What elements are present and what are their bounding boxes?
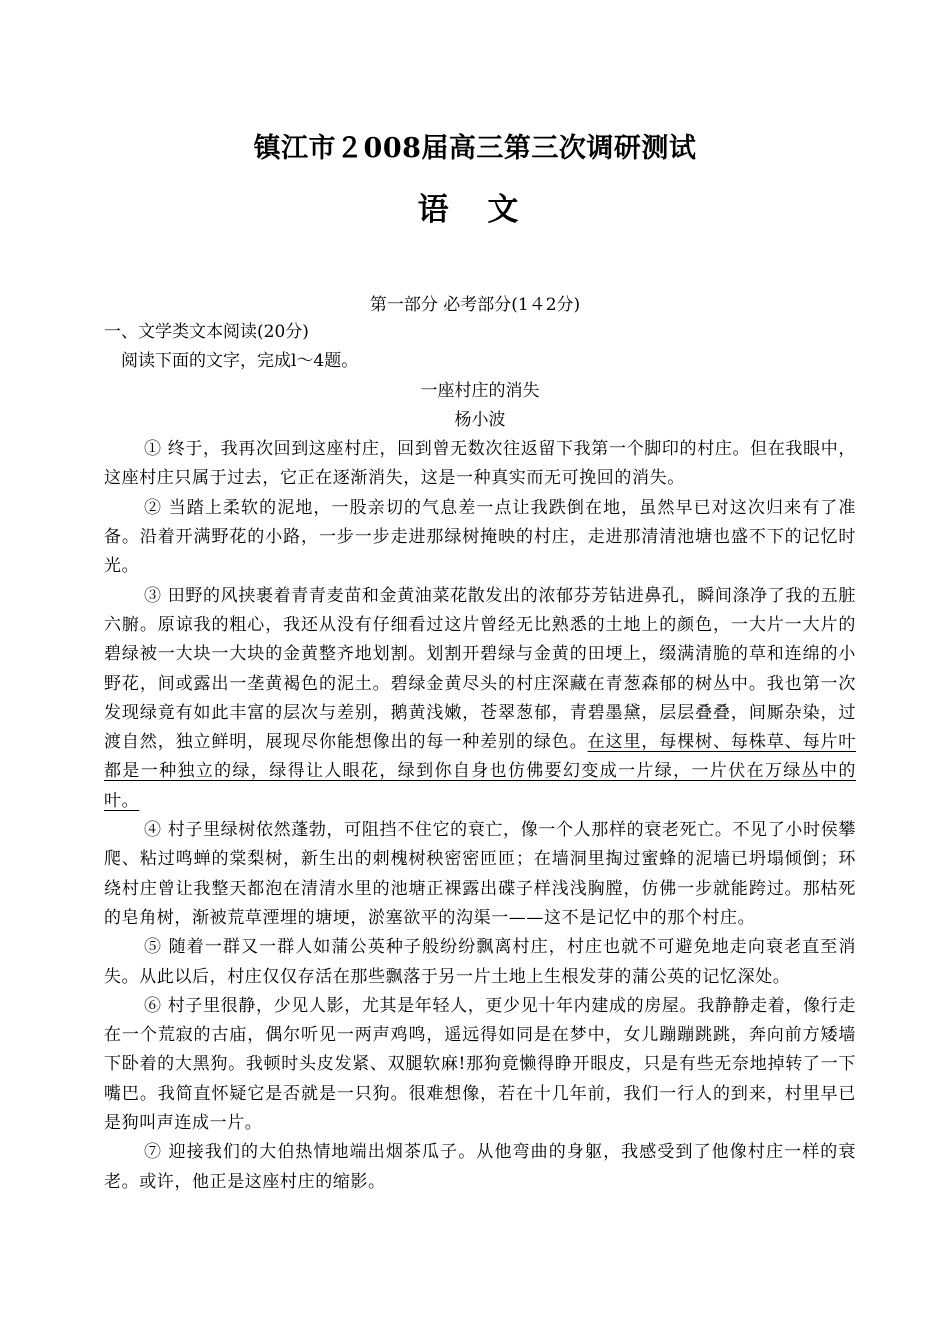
paragraph-2: ② 当踏上柔软的泥地，一股亲切的气息差一点让我跌倒在地，虽然早已对这次归来有了准备。沿着开满野花的小路，一步一步走进那绿树掩映的村庄，走进那清清池塘也盛不下的记忆时光。: [104, 497, 856, 577]
instruction-text: 阅读下面的文字，完成l～4题。: [121, 351, 359, 372]
reading-section: [104, 318, 856, 1197]
page-title: 镇江市２008届高三第三次调研测试: [253, 133, 697, 164]
paragraph-6: ⑥ 村子里很静，少见人影，尤其是年轻人，更少见十年内建成的房屋。我静静走着，像行走在一个荒寂的古庙，偶尔听见一两声鸡鸣，遥远得如同是在梦中，女儿蹦蹦跳跳，奔向前方矮墙下卧着的大黑狗。我顿时头皮发紧、双腿软麻!那狗竟懒得睁开眼皮，只是有些无奈地掉转了一下嘴巴。我简直怀疑它是否就是一只狗。很难想像，若在十几年前，我们一行人的到来，村里早已是狗叫声连成一片。: [104, 995, 856, 1134]
section-heading: 一、文学类文本阅读(20分): [104, 322, 309, 342]
subject-title: 语 文: [417, 192, 533, 228]
paragraph-4: ④ 村子里绿树依然蓬勃，可阻挡不住它的衰亡，像一个人那样的衰老死亡。不见了小时侯攀爬、粘过鸣蝉的棠梨树，新生出的刺槐树秧密密匝匝；在墙洞里掏过蜜蜂的泥墙已坍塌倾倒；环绕村庄曾让我整天都泡在清清水里的池塘正裸露出碟子样浅浅胸膛，仿佛一步就能跨过。那枯死的皂角树，渐被荒草湮埋的塘埂，淤塞欲平的沟渠一——这不是记忆中的那个村庄。: [104, 820, 856, 928]
paragraph-5: ⑤ 随着一群又一群人如蒲公英种子般纷纷飘离村庄，村庄也就不可避免地走向衰老直至消失。从此以后，村庄仅仅存活在那些飘落于另一片土地上生根发芽的蒲公英的记忆深处。: [104, 937, 856, 987]
article-author: 杨小波: [454, 409, 506, 430]
paragraph-3: [104, 582, 856, 816]
underlined-sentence: 在这里，每棵树、每株草、每片叶都是一种独立的绿，绿得让人眼花，绿到你自身也仿佛要幻变成一片绿，一片伏在万绿丛中的叶。: [104, 732, 857, 811]
article-title: 一座村庄的消失: [420, 380, 540, 401]
paragraph-1: ① 终于，我再次回到这座村庄，回到曾无数次往返留下我第一个脚印的村庄。但在我眼中，这座村庄只属于过去，它正在逐渐消失，这是一种真实而无可挽回的消失。: [104, 439, 856, 489]
paragraph-3-text: ③ 田野的风挟裹着青青麦苗和金黄油菜花散发出的浓郁芬芳钻进鼻孔，瞬间涤净了我的五脏六腑。原谅我的粗心，我还从没有仔细看过这片曾经无比熟悉的土地上的颜色，一大片一大片的碧绿被一大块一大块的金黄整齐地划割。划割开碧绿与金黄的田埂上，缀满清脆的草和连绵的小野花，间或露出一垄黄褐色的泥土。碧绿金黄尽头的村庄深藏在青葱森郁的树丛中。我也第一次发现绿竟有如此丰富的层次与差别，鹅黄浅嫩，苍翠葱郁，青碧墨黛，层层叠叠，间厮杂染，过渡自然，独立鲜明，展现尽你能想像出的每一种差别的绿色。: [104, 585, 856, 753]
paragraph-7: ⑦ 迎接我们的大伯热情地端出烟茶瓜子。从他弯曲的身躯，我感受到了他像村庄一样的衰老。或许，他正是这座村庄的缩影。: [104, 1142, 856, 1192]
part-heading: 第一部分 必考部分(1４2分): [369, 295, 581, 315]
